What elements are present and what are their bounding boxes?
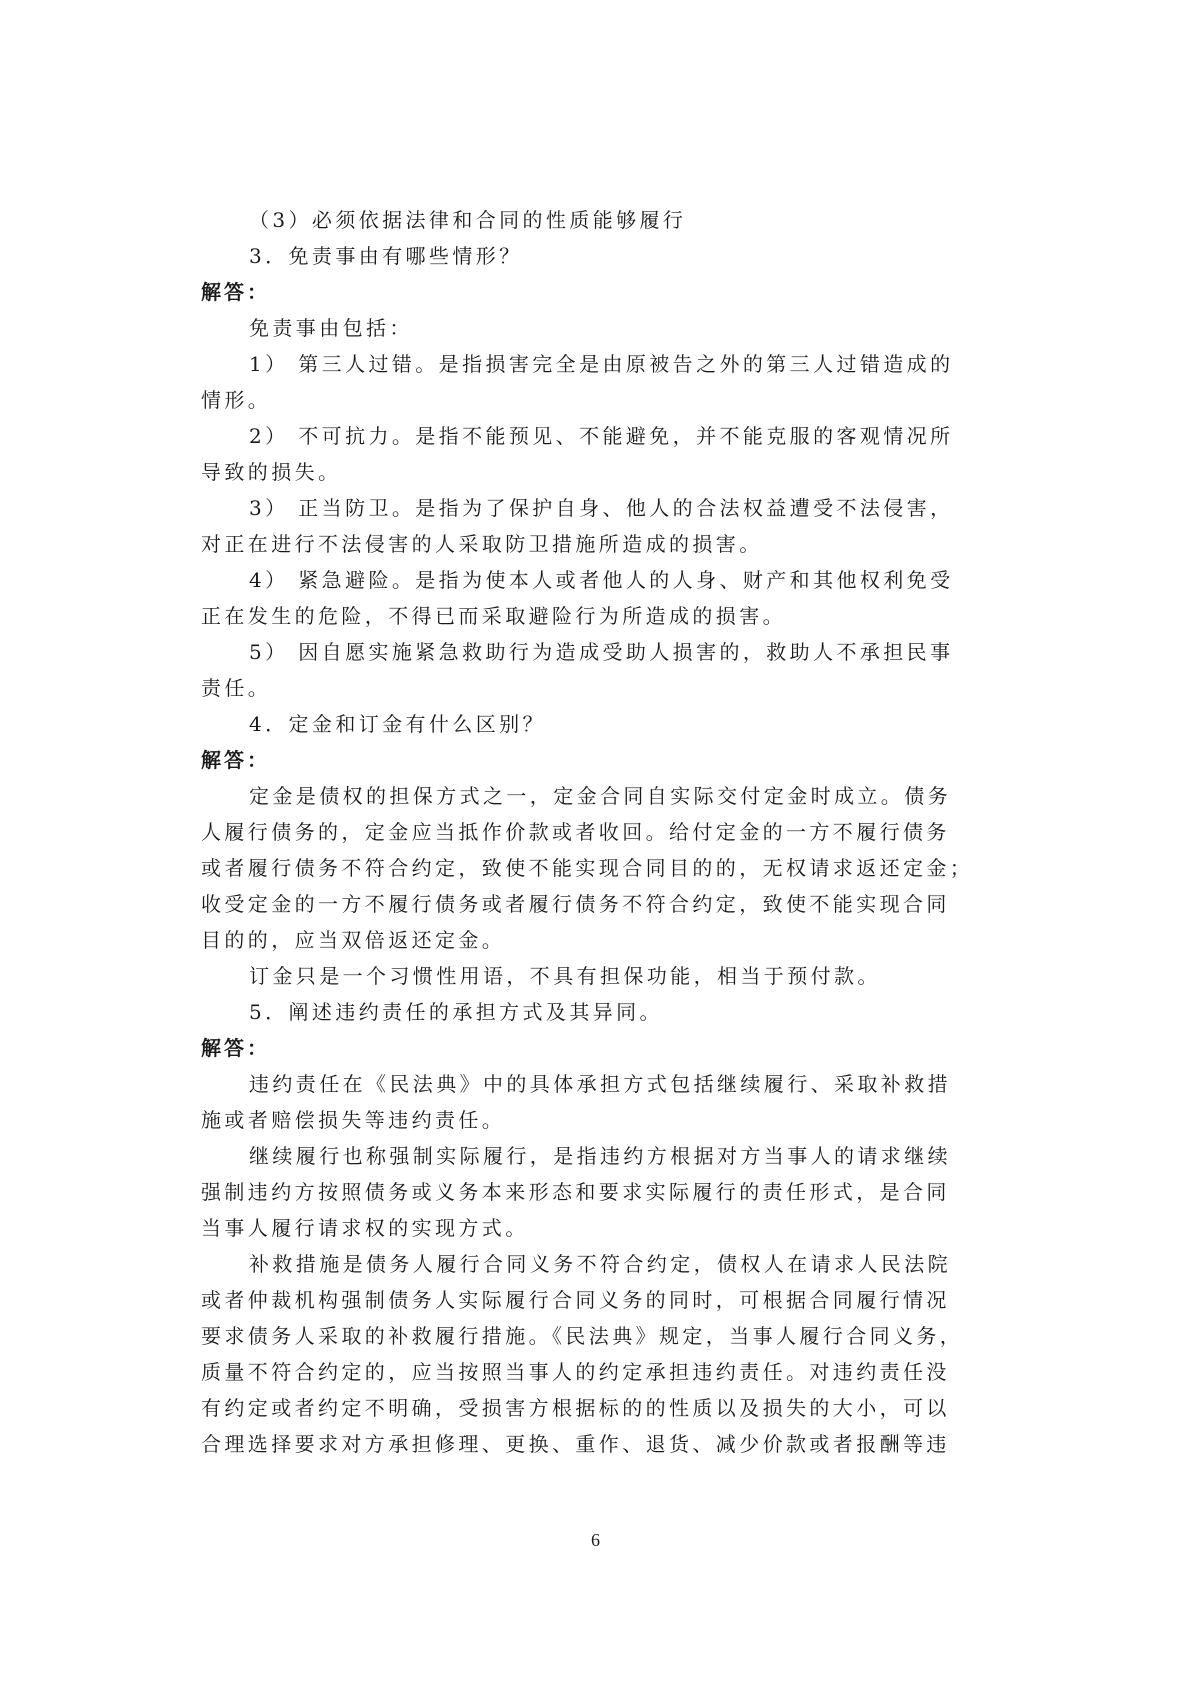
answer-heading: 解答： [201, 280, 270, 304]
text-line: 有约定或者约定不明确，受损害方根据标的的性质以及损失的大小，可以 [201, 1396, 950, 1420]
text-line: 要求债务人采取的补救履行措施。《民法典》规定，当事人履行合同义务， [201, 1324, 964, 1348]
text-line: 正在发生的危险，不得已而采取避险行为所造成的损害。 [201, 604, 786, 628]
text-line: 施或者赔偿损失等违约责任。 [201, 1108, 506, 1132]
text-line: 目的的，应当双倍返还定金。 [201, 928, 506, 952]
text-line: 质量不符合约定的，应当按照当事人的约定承担违约责任。对违约责任没 [201, 1360, 950, 1384]
answer-heading: 解答： [201, 1036, 270, 1060]
page-content [201, 202, 994, 1462]
text-line: 3） 正当防卫。是指为了保护自身、他人的合法权益遭受不法侵害， [249, 496, 954, 520]
text-line: 继续履行也称强制实际履行，是指违约方根据对方当事人的请求继续 [249, 1144, 951, 1168]
text-line: 订金只是一个习惯性用语，不具有担保功能，相当于预付款。 [249, 964, 881, 988]
text-line: 合理选择要求对方承担修理、更换、重作、退货、减少价款或者报酬等违 [201, 1432, 950, 1456]
text-line: 1） 第三人过错。是指损害完全是由原被告之外的第三人过错造成的 [249, 352, 954, 376]
text-line: 免责事由包括： [249, 316, 413, 340]
text-line: 收受定金的一方不履行债务或者履行债务不符合约定，致使不能实现合同 [201, 892, 950, 916]
text-line: 补救措施是债务人履行合同义务不符合约定，债权人在请求人民法院 [249, 1252, 951, 1276]
text-line: 2） 不可抗力。是指不能预见、不能避免，并不能克服的客观情况所 [249, 424, 954, 448]
text-line: 5．阐述违约责任的承担方式及其异同。 [249, 1000, 663, 1024]
text-line: 4．定金和订金有什么区别？ [249, 712, 546, 736]
text-line: 定金是债权的担保方式之一，定金合同自实际交付定金时成立。债务 [249, 784, 951, 808]
text-line: 或者履行债务不符合约定，致使不能实现合同目的的，无权请求返还定金； [201, 856, 974, 880]
text-line: 人履行债务的，定金应当抵作价款或者收回。给付定金的一方不履行债务 [201, 820, 950, 844]
text-line: 4） 紧急避险。是指为使本人或者他人的人身、财产和其他权利免受 [249, 568, 954, 592]
text-line: 导致的损失。 [201, 460, 342, 484]
text-line: （3）必须依据法律和合同的性质能够履行 [249, 208, 687, 232]
answer-heading: 解答： [201, 748, 270, 772]
text-line: 强制违约方按照债务或义务本来形态和要求实际履行的责任形式，是合同 [201, 1180, 950, 1204]
text-line: 违约责任在《民法典》中的具体承担方式包括继续履行、采取补救措 [249, 1072, 951, 1096]
text-line: 情形。 [201, 388, 272, 412]
text-line: 3．免责事由有哪些情形？ [249, 244, 523, 268]
text-line: 或者仲裁机构强制债务人实际履行合同义务的同时，可根据合同履行情况 [201, 1288, 950, 1312]
text-line: 责任。 [201, 676, 272, 700]
text-line: 对正在进行不法侵害的人采取防卫措施所造成的损害。 [201, 532, 763, 556]
text-line: 5） 因自愿实施紧急救助行为造成受助人损害的，救助人不承担民事 [249, 640, 954, 664]
text-line: 当事人履行请求权的实现方式。 [201, 1216, 529, 1240]
page-number: 6 [591, 1530, 600, 1550]
